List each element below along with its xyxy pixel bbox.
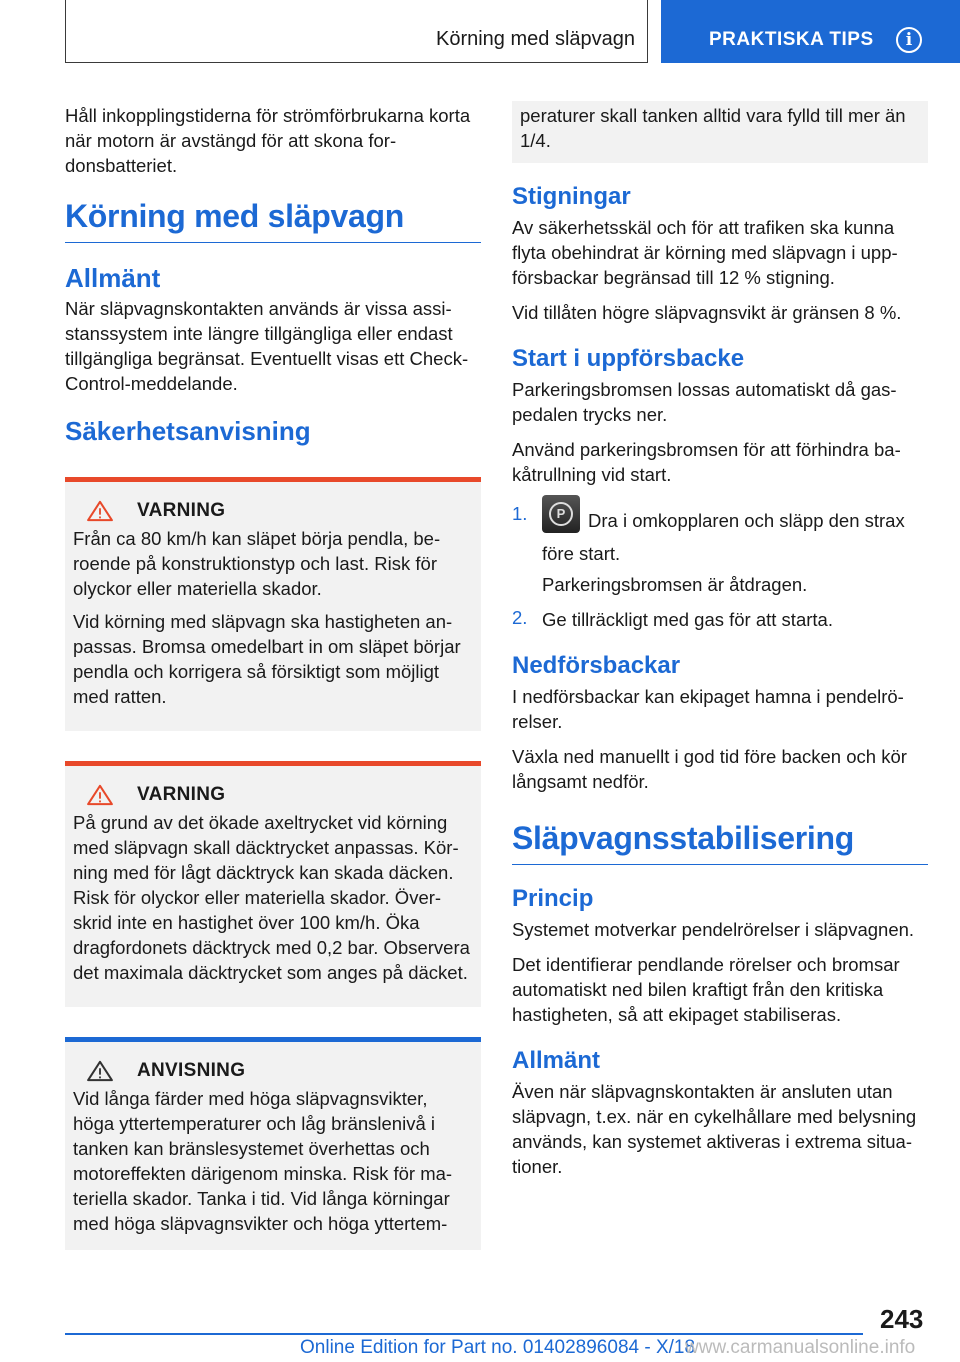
- header-section-box: [65, 0, 648, 63]
- step-subtext: Parkeringsbromsen är åtdragen.: [542, 574, 808, 595]
- notice-label: ANVISNING: [137, 1060, 246, 1081]
- list-item: [512, 503, 928, 597]
- heading-stigningar: Stigningar: [512, 183, 631, 210]
- page-number: 243: [880, 1304, 924, 1334]
- allmant-text: När släpvagnskontakten används är vissa assistanssystem inte längre tillgängliga eller endast tillgängliga begränsat. Eventuellt visas ett Check-Control-meddelande.: [65, 298, 469, 394]
- stigningar-text-1: Av säkerhetsskäl och för att trafiken ska kunna flyta obehindrat är körning med släpvagn i uppförsbackar begränsad till 12 % stigning.: [512, 217, 898, 288]
- intro-text: Håll inkopplingstiderna för strömförbrukarna korta när motorn är avstängd för att skona fordonsbatteriet.: [65, 105, 471, 176]
- warning-2-text-1: På grund av det ökade axeltrycket vid körning med släpvagn skall däcktrycket anpassas. Körning med för lågt däcktryck kan skada däcken. Risk för olyckor eller materiella skador. Överskrid inte en hastighet över 100 km/h. Öka dragfordonets däcktryck med 0,2 bar. Observera det maximala däcktrycket som anges på däcket.: [73, 812, 470, 983]
- step-number: 1.: [512, 503, 528, 524]
- step-text: Dra i omkopplaren och släpp den strax före start.: [542, 509, 905, 564]
- warning-label: VARNING: [137, 500, 226, 521]
- notice-cont-text: peraturer skall tanken alltid vara fylld till mer än 1/4.: [520, 105, 906, 151]
- right-column: [512, 103, 928, 1189]
- nedfors-text-1: I nedförsbackar kan ekipaget hamna i pendelrörelser.: [512, 686, 904, 732]
- heading-allmant: Allmänt: [65, 263, 161, 293]
- warning-1-text-2: Vid körning med släpvagn ska hastigheten anpassas. Bromsa omedelbart in om släpet börjar pendla och korrigera så försiktigt som möjligt med ratten.: [73, 611, 461, 707]
- allmant-2-text: Även när släpvagnskontakten är ansluten utan släpvagn, t.ex. när en cykelhållare med belysning används, kan systemet aktiveras i extrema situationer.: [512, 1081, 917, 1177]
- list-item: [512, 607, 928, 632]
- warning-triangle-icon: [85, 500, 115, 522]
- warning-label: VARNING: [137, 784, 226, 805]
- header-section-title: Körning med släpvagn: [435, 28, 635, 50]
- heading-allmant-2: Allmänt: [512, 1047, 601, 1074]
- warning-box-2: [65, 761, 481, 1007]
- warning-triangle-icon: [85, 784, 115, 806]
- header-chapter-tab[interactable]: [661, 0, 960, 63]
- heading-start: Start i uppförsbacke: [512, 345, 745, 372]
- step-number: 2.: [512, 607, 528, 628]
- stigningar-text-2: Vid tillåten högre släpvagnsvikt är gränsen 8 %.: [512, 302, 902, 323]
- notice-continuation: [512, 101, 928, 163]
- princip-text-1: Systemet motverkar pendelrörelser i släpvagnen.: [512, 919, 915, 940]
- section-heading-stabilisering: Släpvagnsstabilisering: [512, 820, 928, 865]
- princip-text-2: Det identifierar pendlande rörelser och bromsar automatiskt ned bilen kraftigt från den kritiska hastigheten, så att ekipaget stabiliseras.: [512, 954, 900, 1025]
- notice-text: Vid långa färder med höga släpvagnsvikter, höga yttertemperaturer och låg bränslenivå i tanken kan bränslesystemet överhettas och motoreffekten därigenom minska. Risk för materiella skador. Tanka i tid. Vid långa körningar med höga släpvagnsvikter och höga yttertem-: [73, 1088, 453, 1234]
- parking-brake-icon: P: [542, 495, 580, 533]
- notice-box: [65, 1037, 481, 1250]
- nedfors-text-2: Växla ned manuellt i god tid före backen och kör långsamt nedför.: [512, 746, 907, 792]
- left-column: [65, 103, 481, 1280]
- start-text-1: Parkeringsbromsen lossas automatiskt då gaspedalen trycks ner.: [512, 379, 897, 425]
- header-chapter-label: PRAKTISKA TIPS: [709, 29, 874, 50]
- heading-sakerhet: Säkerhetsanvisning: [65, 416, 311, 446]
- heading-princip: Princip: [512, 885, 594, 912]
- footer-divider: [65, 1333, 863, 1335]
- footer-watermark[interactable]: www.carmanualsonline.info: [685, 1337, 916, 1358]
- step-text: Ge tillräckligt med gas för att starta.: [542, 609, 833, 630]
- heading-nedfors: Nedförsbackar: [512, 652, 681, 679]
- info-icon: i: [896, 27, 922, 53]
- notice-triangle-icon: [85, 1060, 115, 1082]
- warning-box-1: [65, 477, 481, 731]
- warning-1-text-1: Från ca 80 km/h kan släpet börja pendla, beroende på konstruktionstyp och last. Risk för olyckor eller materiella skador.: [73, 528, 441, 599]
- footer-edition: Online Edition for Part no. 01402896084 - X/18: [300, 1337, 696, 1358]
- section-heading-korning: Körning med släpvagn: [65, 198, 481, 243]
- start-text-2: Använd parkeringsbromsen för att förhindra bakåtrullning vid start.: [512, 439, 901, 485]
